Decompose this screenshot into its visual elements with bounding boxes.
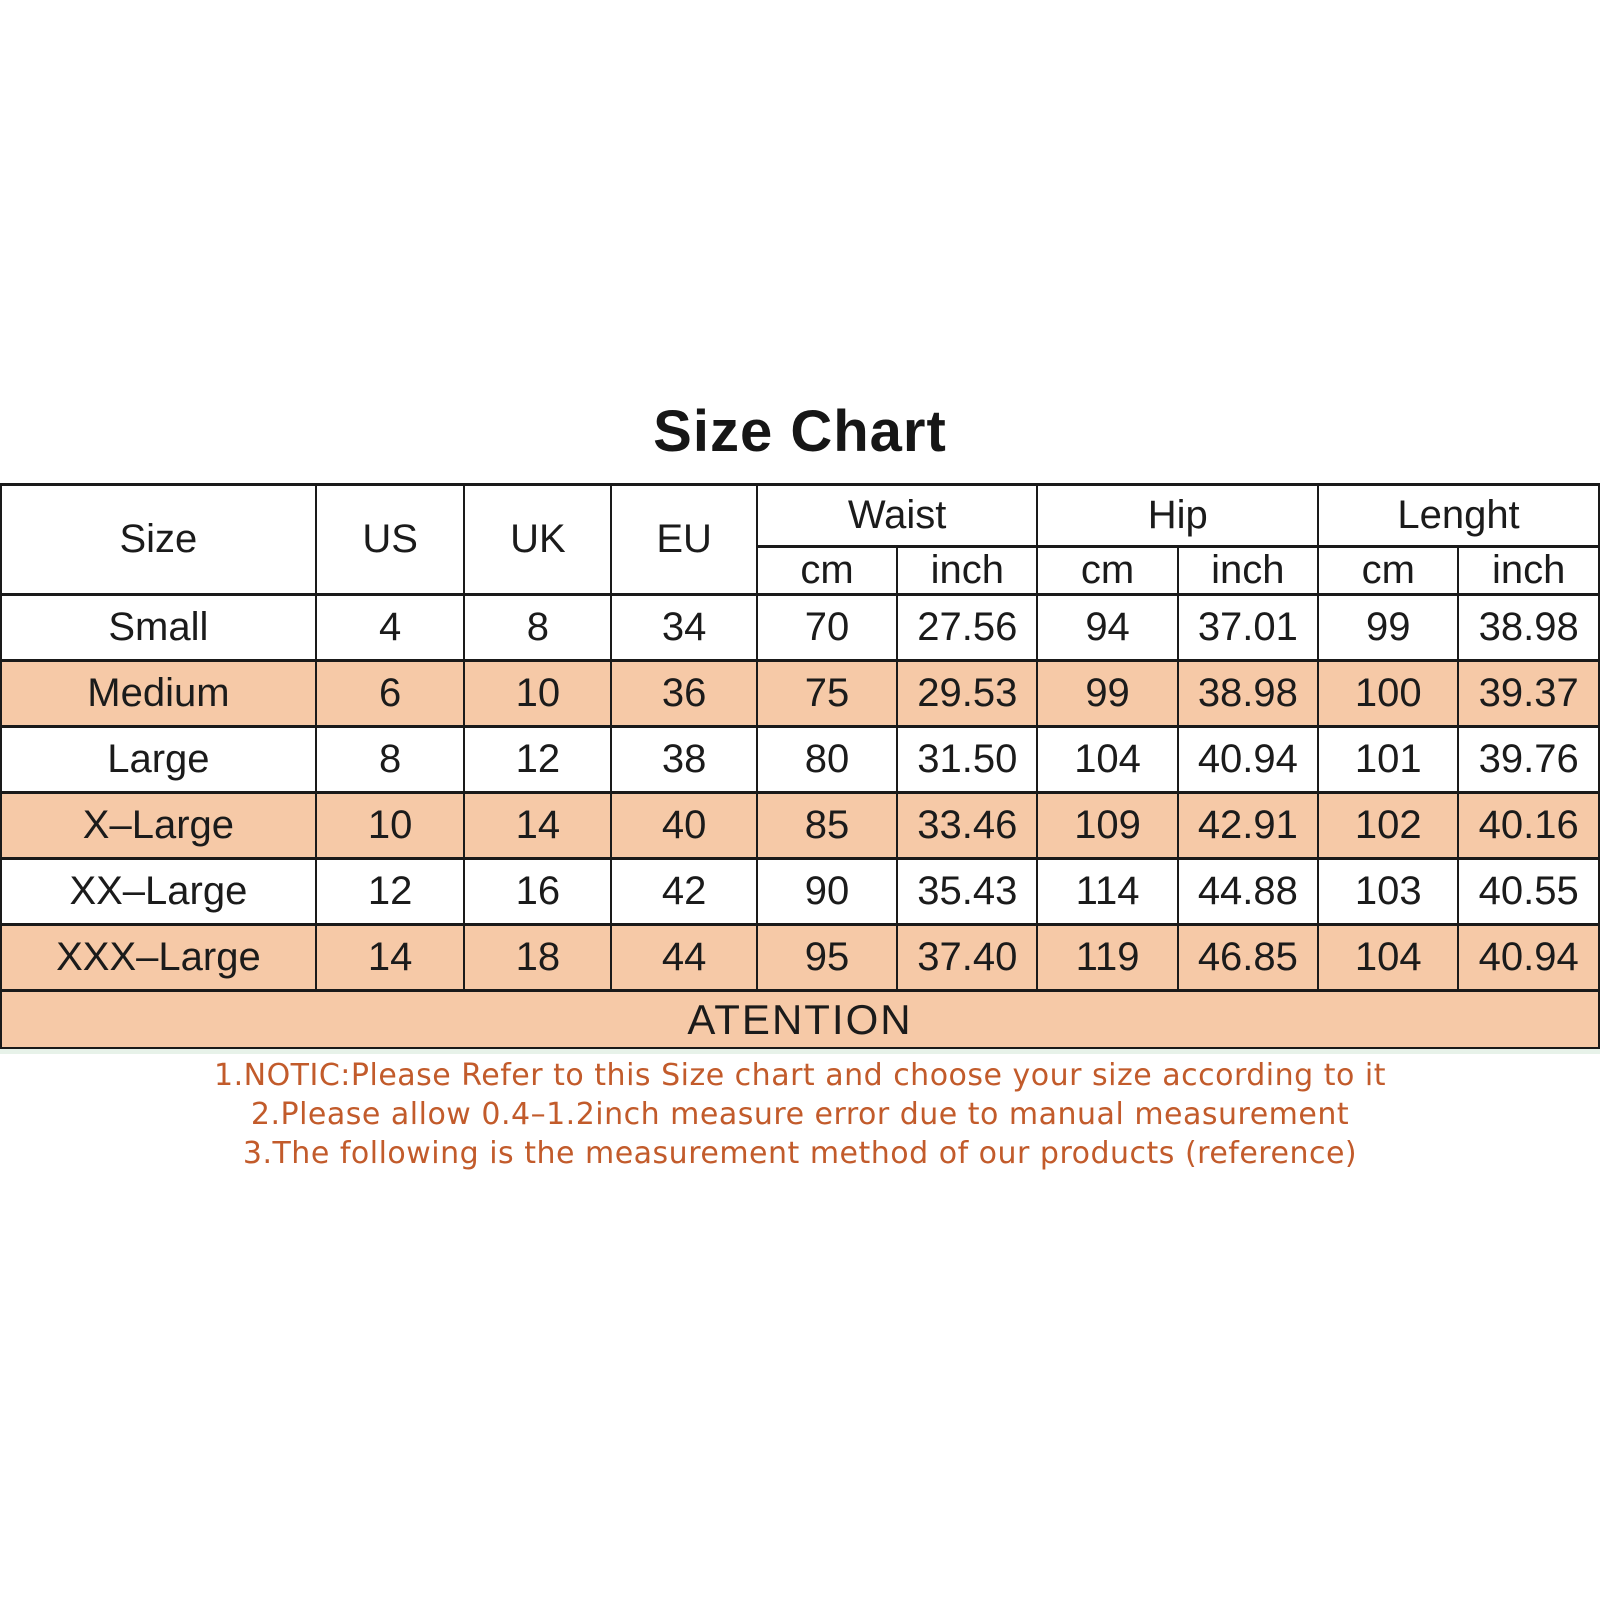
unit-header-waist-inch: inch — [897, 547, 1037, 595]
cell-length-inch: 40.55 — [1458, 859, 1599, 925]
col-header-eu: EU — [611, 485, 756, 595]
cell-uk: 8 — [464, 595, 611, 661]
col-header-length: Lenght — [1318, 485, 1599, 547]
cell-hip-inch: 42.91 — [1178, 793, 1318, 859]
cell-size: XX–Large — [1, 859, 316, 925]
cell-eu: 38 — [611, 727, 756, 793]
cell-size: Large — [1, 727, 316, 793]
cell-us: 8 — [316, 727, 465, 793]
cell-waist-inch: 37.40 — [897, 925, 1037, 991]
cell-hip-inch: 46.85 — [1178, 925, 1318, 991]
cell-length-cm: 99 — [1318, 595, 1458, 661]
cell-hip-cm: 114 — [1037, 859, 1177, 925]
cell-uk: 12 — [464, 727, 611, 793]
table-row-xx-large — [1, 859, 1599, 925]
cell-hip-inch: 44.88 — [1178, 859, 1318, 925]
unit-header-waist-cm: cm — [757, 547, 897, 595]
cell-eu: 36 — [611, 661, 756, 727]
cell-eu: 44 — [611, 925, 756, 991]
cell-hip-inch: 38.98 — [1178, 661, 1318, 727]
cell-length-inch: 40.94 — [1458, 925, 1599, 991]
cell-length-cm: 104 — [1318, 925, 1458, 991]
table-row-xxx-large — [1, 925, 1599, 991]
cell-waist-cm: 75 — [757, 661, 897, 727]
cell-waist-cm: 80 — [757, 727, 897, 793]
cell-size: Medium — [1, 661, 316, 727]
cell-length-inch: 40.16 — [1458, 793, 1599, 859]
cell-uk: 16 — [464, 859, 611, 925]
col-header-us: US — [316, 485, 465, 595]
col-header-uk: UK — [464, 485, 611, 595]
cell-waist-inch: 27.56 — [897, 595, 1037, 661]
cell-length-inch: 39.76 — [1458, 727, 1599, 793]
cell-hip-inch: 40.94 — [1178, 727, 1318, 793]
attention-row — [1, 991, 1599, 1050]
note-line-1: 1.NOTIC:Please Refer to this Size chart and choose your size according to it — [214, 1058, 1386, 1093]
unit-header-hip-cm: cm — [1037, 547, 1177, 595]
cell-waist-cm: 70 — [757, 595, 897, 661]
cell-waist-cm: 90 — [757, 859, 897, 925]
cell-us: 12 — [316, 859, 465, 925]
cell-waist-inch: 31.50 — [897, 727, 1037, 793]
cell-waist-inch: 29.53 — [897, 661, 1037, 727]
attention-notes — [0, 1056, 1600, 1173]
cell-hip-cm: 99 — [1037, 661, 1177, 727]
note-line-3: 3.The following is the measurement method of our products (reference) — [242, 1136, 1358, 1171]
attention-banner: ATENTION — [1, 991, 1599, 1050]
cell-waist-inch: 33.46 — [897, 793, 1037, 859]
cell-length-inch: 38.98 — [1458, 595, 1599, 661]
cell-eu: 34 — [611, 595, 756, 661]
cell-us: 4 — [316, 595, 465, 661]
cell-hip-inch: 37.01 — [1178, 595, 1318, 661]
unit-header-hip-inch: inch — [1178, 547, 1318, 595]
cell-us: 14 — [316, 925, 465, 991]
page-title: Size Chart — [653, 399, 947, 464]
cell-us: 10 — [316, 793, 465, 859]
cell-waist-inch: 35.43 — [897, 859, 1037, 925]
cell-uk: 10 — [464, 661, 611, 727]
cell-size: XXX–Large — [1, 925, 316, 991]
cell-length-cm: 100 — [1318, 661, 1458, 727]
cell-waist-cm: 95 — [757, 925, 897, 991]
cell-uk: 18 — [464, 925, 611, 991]
cell-waist-cm: 85 — [757, 793, 897, 859]
cell-hip-cm: 94 — [1037, 595, 1177, 661]
size-chart-table — [0, 483, 1600, 1051]
unit-header-length-inch: inch — [1458, 547, 1599, 595]
cell-size: X–Large — [1, 793, 316, 859]
cell-hip-cm: 109 — [1037, 793, 1177, 859]
table-row-small — [1, 595, 1599, 661]
col-header-size: Size — [1, 485, 316, 595]
cell-eu: 42 — [611, 859, 756, 925]
table-row-large — [1, 727, 1599, 793]
table-row-x-large — [1, 793, 1599, 859]
note-line-2: 2.Please allow 0.4–1.2inch measure error due to manual measurement — [250, 1097, 1350, 1132]
col-header-waist: Waist — [757, 485, 1038, 547]
cell-length-inch: 39.37 — [1458, 661, 1599, 727]
cell-size: Small — [1, 595, 316, 661]
table-bottom-accent-strip — [0, 1049, 1600, 1054]
cell-hip-cm: 119 — [1037, 925, 1177, 991]
cell-length-cm: 102 — [1318, 793, 1458, 859]
cell-length-cm: 103 — [1318, 859, 1458, 925]
unit-header-length-cm: cm — [1318, 547, 1458, 595]
cell-eu: 40 — [611, 793, 756, 859]
table-row-medium — [1, 661, 1599, 727]
cell-length-cm: 101 — [1318, 727, 1458, 793]
header-row-groups — [1, 485, 1599, 547]
cell-us: 6 — [316, 661, 465, 727]
cell-hip-cm: 104 — [1037, 727, 1177, 793]
cell-uk: 14 — [464, 793, 611, 859]
col-header-hip: Hip — [1037, 485, 1318, 547]
